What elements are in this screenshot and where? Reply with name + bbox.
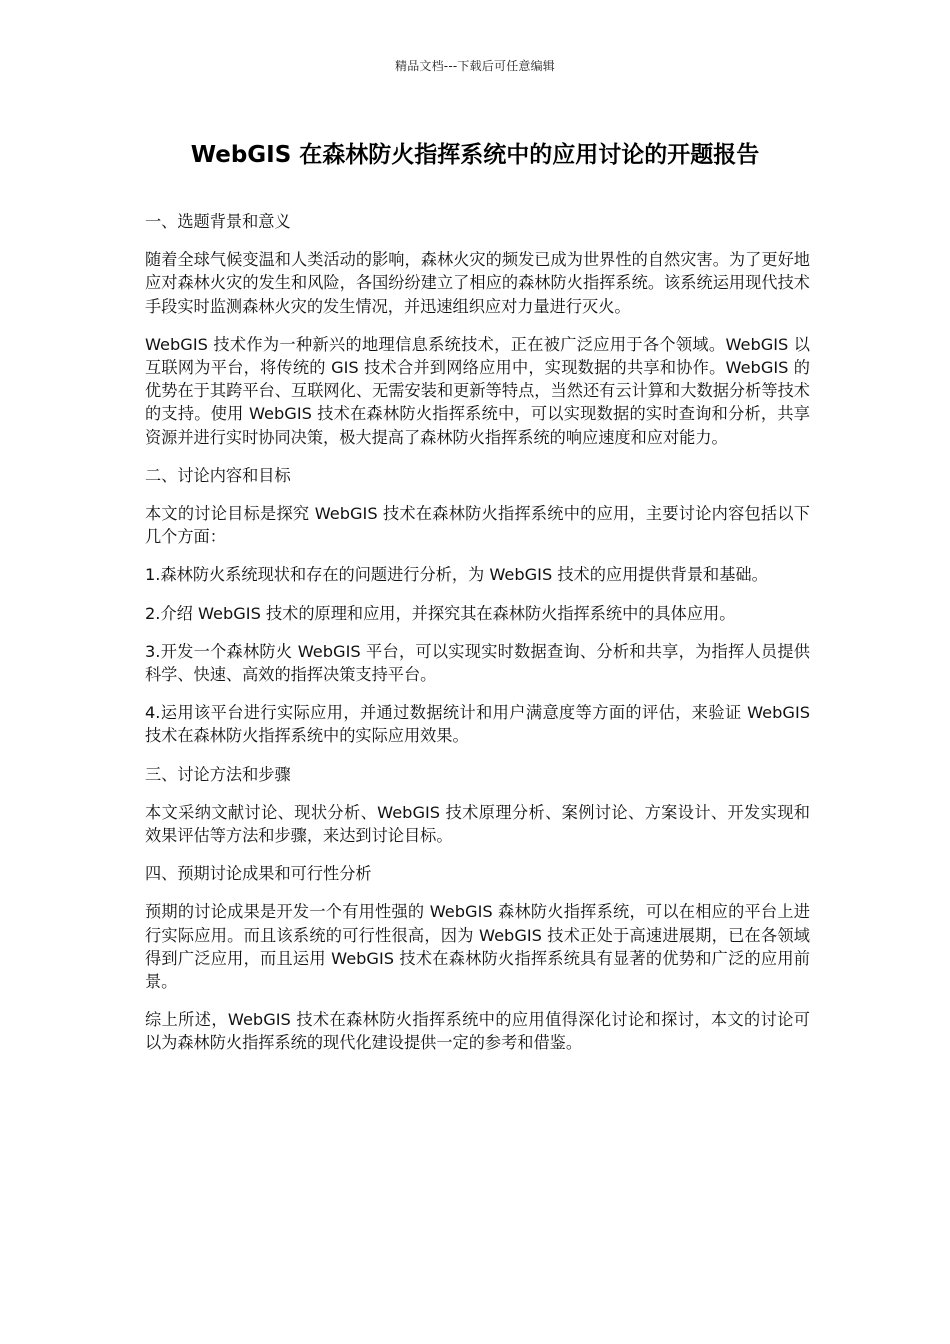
- section-heading: 三、讨论方法和步骤: [145, 764, 291, 784]
- document-title: WebGIS 在森林防火指挥系统中的应用讨论的开题报告: [190, 142, 760, 168]
- section-heading: 二、讨论内容和目标: [145, 465, 291, 485]
- document-body: [145, 210, 810, 1070]
- list-item: 3.开发一个森林防火 WebGIS 平台，可以实现实时数据查询、分析和共享，为指挥人员提供科学、快速、高效的指挥决策支持平台。: [145, 641, 810, 685]
- section-heading: 四、预期讨论成果和可行性分析: [145, 864, 372, 884]
- paragraph: 随着全球气候变温和人类活动的影响，森林火灾的频发已成为世界性的自然灾害。为了更好地应对森林火灾的发生和风险，各国纷纷建立了相应的森林防火指挥系统。该系统运用现代技术手段实时监测森林火灾的发生情况，并迅速组织应对力量进行灭火。: [145, 250, 810, 316]
- list-item: 4.运用该平台进行实际应用，并通过数据统计和用户满意度等方面的评估，来验证 WebGIS 技术在森林防火指挥系统中的实际应用效果。: [145, 703, 810, 746]
- list-item: 1.森林防火系统现状和存在的问题进行分析，为 WebGIS 技术的应用提供背景和基础。: [145, 565, 768, 585]
- paragraph: 本文的讨论目标是探究 WebGIS 技术在森林防火指挥系统中的应用，主要讨论内容包括以下几个方面：: [145, 504, 810, 547]
- paragraph: 综上所述，WebGIS 技术在森林防火指挥系统中的应用值得深化讨论和探讨，本文的讨论可以为森林防火指挥系统的现代化建设提供一定的参考和借鉴。: [145, 1010, 810, 1053]
- paragraph: WebGIS 技术作为一种新兴的地理信息系统技术，正在被广泛应用于各个领域。WebGIS 以互联网为平台，将传统的 GIS 技术合并到网络应用中，实现数据的共享和协作。WebGIS 的优势在于其跨平台、互联网化、无需安装和更新等特点，当然还有云计算和大数据分析等技术的支持。使用 WebGIS 技术在森林防火指挥系统中，可以实现数据的实时查询和分析，共享资源并进行实时协同决策，极大提高了森林防火指挥系统的响应速度和应对能力。: [145, 334, 810, 447]
- paragraph: 预期的讨论成果是开发一个有用性强的 WebGIS 森林防火指挥系统，可以在相应的平台上进行实际应用。而且该系统的可行性很高，因为 WebGIS 技术正处于高速进展期，已在各领域得到广泛应用，而且运用 WebGIS 技术在森林防火指挥系统具有显著的优势和广泛的应用前景。: [145, 902, 810, 992]
- paragraph: 本文采纳文献讨论、现状分析、WebGIS 技术原理分析、案例讨论、方案设计、开发实现和效果评估等方法和步骤，来达到讨论目标。: [145, 802, 810, 846]
- section-heading: 一、选题背景和意义: [145, 212, 291, 231]
- list-item: 2.介绍 WebGIS 技术的原理和应用，并探究其在森林防火指挥系统中的具体应用。: [145, 603, 736, 623]
- header-watermark: 精品文档---下载后可任意编辑: [395, 59, 555, 73]
